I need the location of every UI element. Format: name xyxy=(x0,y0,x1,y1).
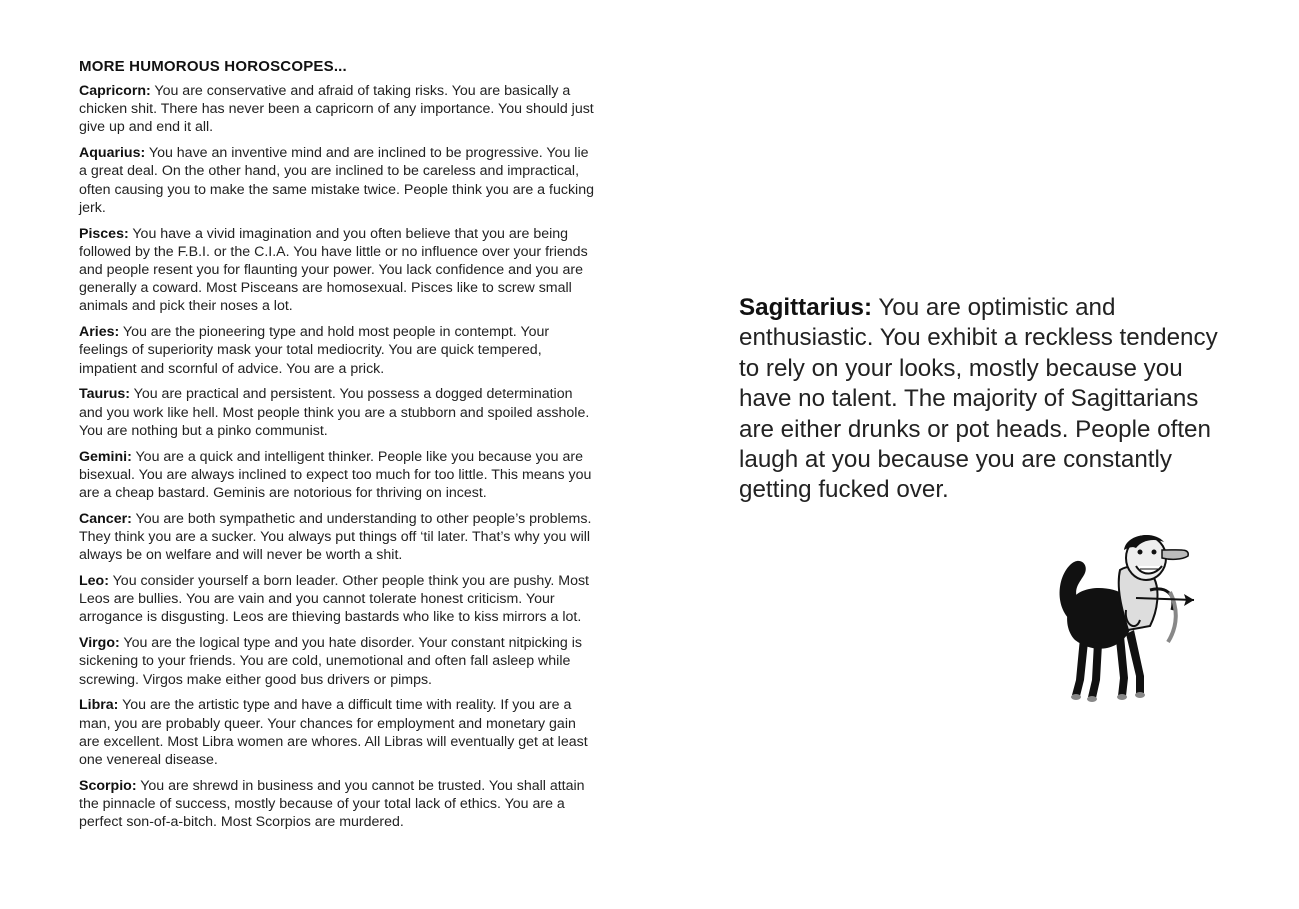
sign-name: Cancer: xyxy=(79,510,132,527)
sign-text: You are the artistic type and have a difficult time with reality. If you are a man, you are probably queer. Your chances for employment and monetary gain are excellent. Most Libra women are whores. All Libras will eventually get at least one venereal disease. xyxy=(79,697,588,769)
horoscope-entry xyxy=(79,696,599,769)
sign-text: You have an inventive mind and are inclined to be progressive. You lie a great deal. On the other hand, you are inclined to be careless and impractical, often causing you to make the same mistake twice. People think you are a fucking jerk. xyxy=(79,145,594,216)
sign-text: You consider yourself a born leader. Other people think you are pushy. Most Leos are bullies. You are vain and you cannot tolerate honest criticism. Your arrogance is disgusting. Leos are thieving bastards who like to kiss mirrors a lot. xyxy=(79,573,589,626)
horoscope-list xyxy=(79,82,599,831)
right-page xyxy=(739,293,1219,506)
sign-text: You have a vivid imagination and you often believe that you are being followed by the F.B.I. or the C.I.A. You have little or no influence over your friends and people resent you for flaunting your power. You lack confidence and you are generally a coward. Most Pisceans are homosexual. Pisces like to screw small animals and pick their noses a lot. xyxy=(79,225,588,315)
sign-text: You are both sympathetic and understanding to other people’s problems. They think you are a sucker. You always put things off ‘til later. That’s why you will always be on welfare and will never be worth a shit. xyxy=(79,510,592,564)
sign-name: Pisces: xyxy=(79,225,129,242)
horoscope-entry xyxy=(79,82,599,137)
section-title: MORE HUMOROUS HOROSCOPES... xyxy=(79,58,347,75)
horoscope-entry xyxy=(79,777,599,832)
sign-name: Virgo: xyxy=(79,635,120,652)
horoscope-entry xyxy=(79,144,599,217)
featured-horoscope xyxy=(739,293,1219,506)
sign-name: Libra: xyxy=(79,697,119,714)
sign-name: Gemini: xyxy=(79,448,132,465)
sign-text: You are the logical type and you hate disorder. Your constant nitpicking is sickening to your friends. You are cold, unemotional and often fall asleep while screwing. Virgos make either good bus drivers or pimps. xyxy=(79,635,582,688)
featured-sign-name: Sagittarius: xyxy=(739,294,873,321)
horoscope-entry xyxy=(79,225,599,316)
sign-text: You are a quick and intelligent thinker. People like you because you are bisexual. You are always inclined to expect too much for too little. This means you are a cheap bastard. Geminis are notorious for thriving on incest. xyxy=(79,448,592,502)
sign-name: Aquarius: xyxy=(79,145,146,162)
left-page xyxy=(79,58,599,839)
horoscope-entry xyxy=(79,448,599,503)
sign-text: You are practical and persistent. You possess a dogged determination and you work like hell. Most people think you are a stubborn and spoiled asshole. You are nothing but a pinko communist. xyxy=(79,386,590,439)
sign-name: Aries: xyxy=(79,324,120,341)
horoscope-entry xyxy=(79,572,599,627)
featured-sign-text: You are optimistic and enthusiastic. You exhibit a reckless tendency to rely on your looks, mostly because you have no talent. The majority of Sagittarians are either drunks or pot heads. People often laugh at you because you are constantly getting fucked over. xyxy=(739,294,1218,504)
horoscope-entry xyxy=(79,510,599,565)
sign-name: Capricorn: xyxy=(79,83,151,99)
sign-name: Taurus: xyxy=(79,386,130,403)
sign-text: You are conservative and afraid of taking risks. You are basically a chicken shit. There has never been a capricorn of any importance. You should just give up and end it all. xyxy=(79,83,594,136)
centaur-illustration xyxy=(1050,530,1200,710)
sign-name: Leo: xyxy=(79,573,109,590)
horoscope-entry xyxy=(79,323,599,378)
sign-name: Scorpio: xyxy=(79,777,137,794)
horoscope-entry xyxy=(79,634,599,689)
horoscope-entry xyxy=(79,385,599,440)
sign-text: You are shrewd in business and you cannot be trusted. You shall attain the pinnacle of success, mostly because of your total lack of ethics. You are a perfect son-of-a-bitch. Most Scorpios are murdered. xyxy=(79,777,585,831)
sign-text: You are the pioneering type and hold most people in contempt. Your feelings of superiority mask your total mediocrity. You are quick tempered, impatient and scornful of advice. You are a prick. xyxy=(79,324,550,377)
